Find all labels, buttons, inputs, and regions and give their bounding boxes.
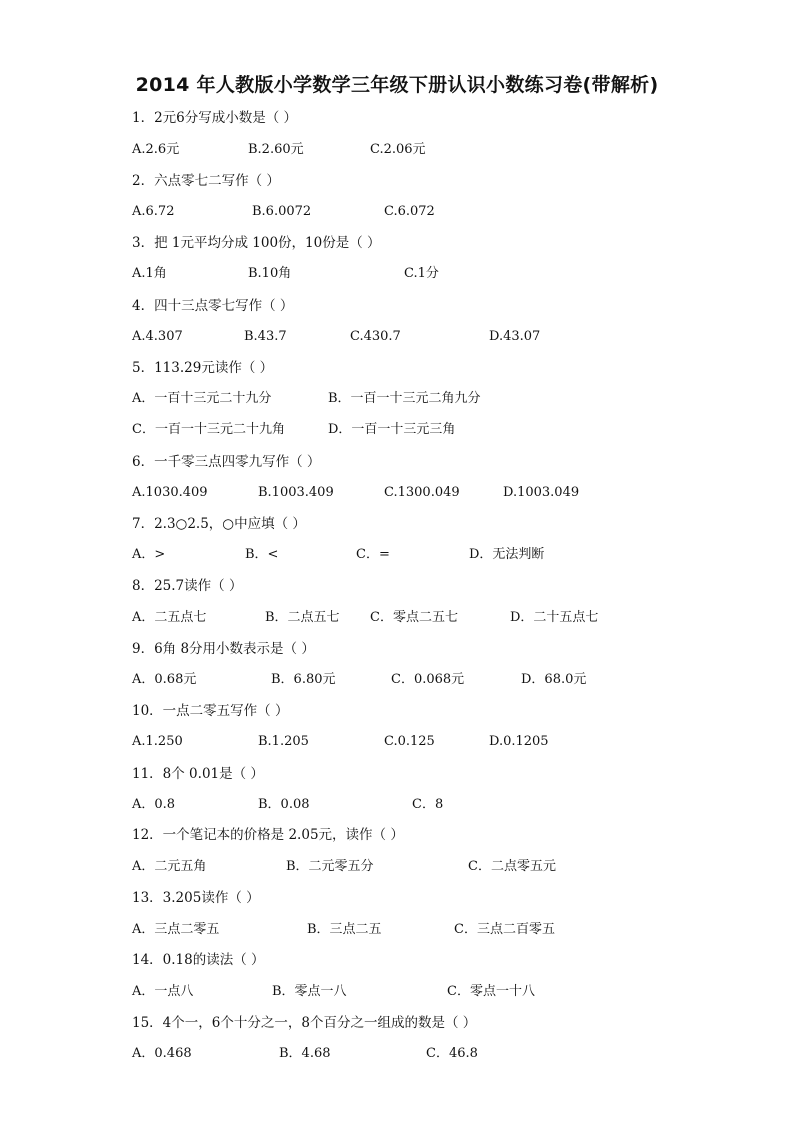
q9-option-b: B．6.80元 [271,672,336,687]
q10-option-c: C.0.125 [384,734,435,749]
page-title: 2014 年人教版小学数学三年级下册认识小数练习卷(带解析) [135,74,659,96]
q15-option-a: A．0.468 [132,1046,192,1061]
q4-option-b: B.43.7 [244,329,287,344]
question-6: 6．一千零三点四零九写作（ ） [132,454,321,470]
question-1: 1．2元6分写成小数是（ ） [132,110,298,126]
q7-option-b: B．< [245,547,279,562]
q1-option-b: B.2.60元 [248,142,304,157]
q15-option-b: B．4.68 [279,1046,331,1061]
q11-option-c: C．8 [412,797,444,812]
q4-option-c: C.430.7 [350,329,401,344]
q3-option-a: A.1角 [132,266,167,281]
q14-option-b: B．零点一八 [272,984,347,999]
q6-option-b: B.1003.409 [258,485,334,500]
q10-option-d: D.0.1205 [489,734,549,749]
q4-option-a: A.4.307 [132,329,183,344]
question-2: 2．六点零七二写作（ ） [132,173,280,189]
q12-option-c: C．二点零五元 [468,859,556,874]
q7-option-d: D．无法判断 [469,547,545,562]
q13-option-b: B．三点二五 [307,922,382,937]
q8-option-b: B．二点五七 [265,610,340,625]
question-8: 8．25.7读作（ ） [132,578,243,594]
q6-option-a: A.1030.409 [132,485,208,500]
question-15: 15．4个一，6个十分之一，8个百分之一组成的数是（ ） [132,1015,477,1031]
q2-option-c: C.6.072 [384,204,435,219]
q6-option-d: D.1003.049 [503,485,580,500]
q14-option-a: A．一点八 [132,984,194,999]
q3-option-c: C.1分 [404,266,439,281]
q12-option-b: B．二元零五分 [286,859,374,874]
q15-option-c: C．46.8 [426,1046,478,1061]
q13-option-c: C．三点二百零五 [454,922,555,937]
q4-option-d: D.43.07 [489,329,541,344]
q7-option-c: C．= [356,547,390,562]
q10-option-a: A.1.250 [132,734,183,749]
q3-option-b: B.10角 [248,266,292,281]
q12-option-a: A．二元五角 [132,859,207,874]
question-13: 13．3.205读作（ ） [132,890,260,906]
question-14: 14．0.18的读法（ ） [132,952,265,968]
q11-option-b: B．0.08 [258,797,310,812]
question-9: 9．6角 8分用小数表示是（ ） [132,641,315,657]
question-12: 12．一个笔记本的价格是 2.05元，读作（ ） [132,827,404,843]
q5-option-b: B．一百一十三元二角九分 [328,391,481,406]
question-7: 7．2.3○2.5，○中应填（ ） [132,516,306,532]
q10-option-b: B.1.205 [258,734,309,749]
q6-option-c: C.1300.049 [384,485,460,500]
q1-option-a: A.2.6元 [132,142,180,157]
q1-option-c: C.2.06元 [370,142,426,157]
question-4: 4．四十三点零七写作（ ） [132,298,294,314]
q5-option-d: D．一百一十三元三角 [328,422,456,437]
q5-option-a: A．一百十三元二十九分 [132,391,272,406]
q2-option-a: A.6.72 [132,204,175,219]
question-5: 5．113.29元读作（ ） [132,360,274,376]
q8-option-d: D．二十五点七 [510,610,599,625]
question-10: 10．一点二零五写作（ ） [132,703,289,719]
question-11: 11．8个 0.01是（ ） [132,766,264,782]
q5-option-c: C．一百一十三元二十九角 [132,422,285,437]
q9-option-d: D．68.0元 [521,672,587,687]
q2-option-b: B.6.0072 [252,204,312,219]
question-3: 3．把 1元平均分成 100份，10份是（ ） [132,235,381,251]
q9-option-a: A．0.68元 [132,672,197,687]
q13-option-a: A．三点二零五 [132,922,220,937]
q7-option-a: A．> [132,547,166,562]
q14-option-c: C．零点一十八 [447,984,535,999]
q8-option-a: A．二五点七 [132,610,207,625]
q9-option-c: C．0.068元 [391,672,465,687]
q8-option-c: C．零点二五七 [370,610,458,625]
q11-option-a: A．0.8 [132,797,176,812]
